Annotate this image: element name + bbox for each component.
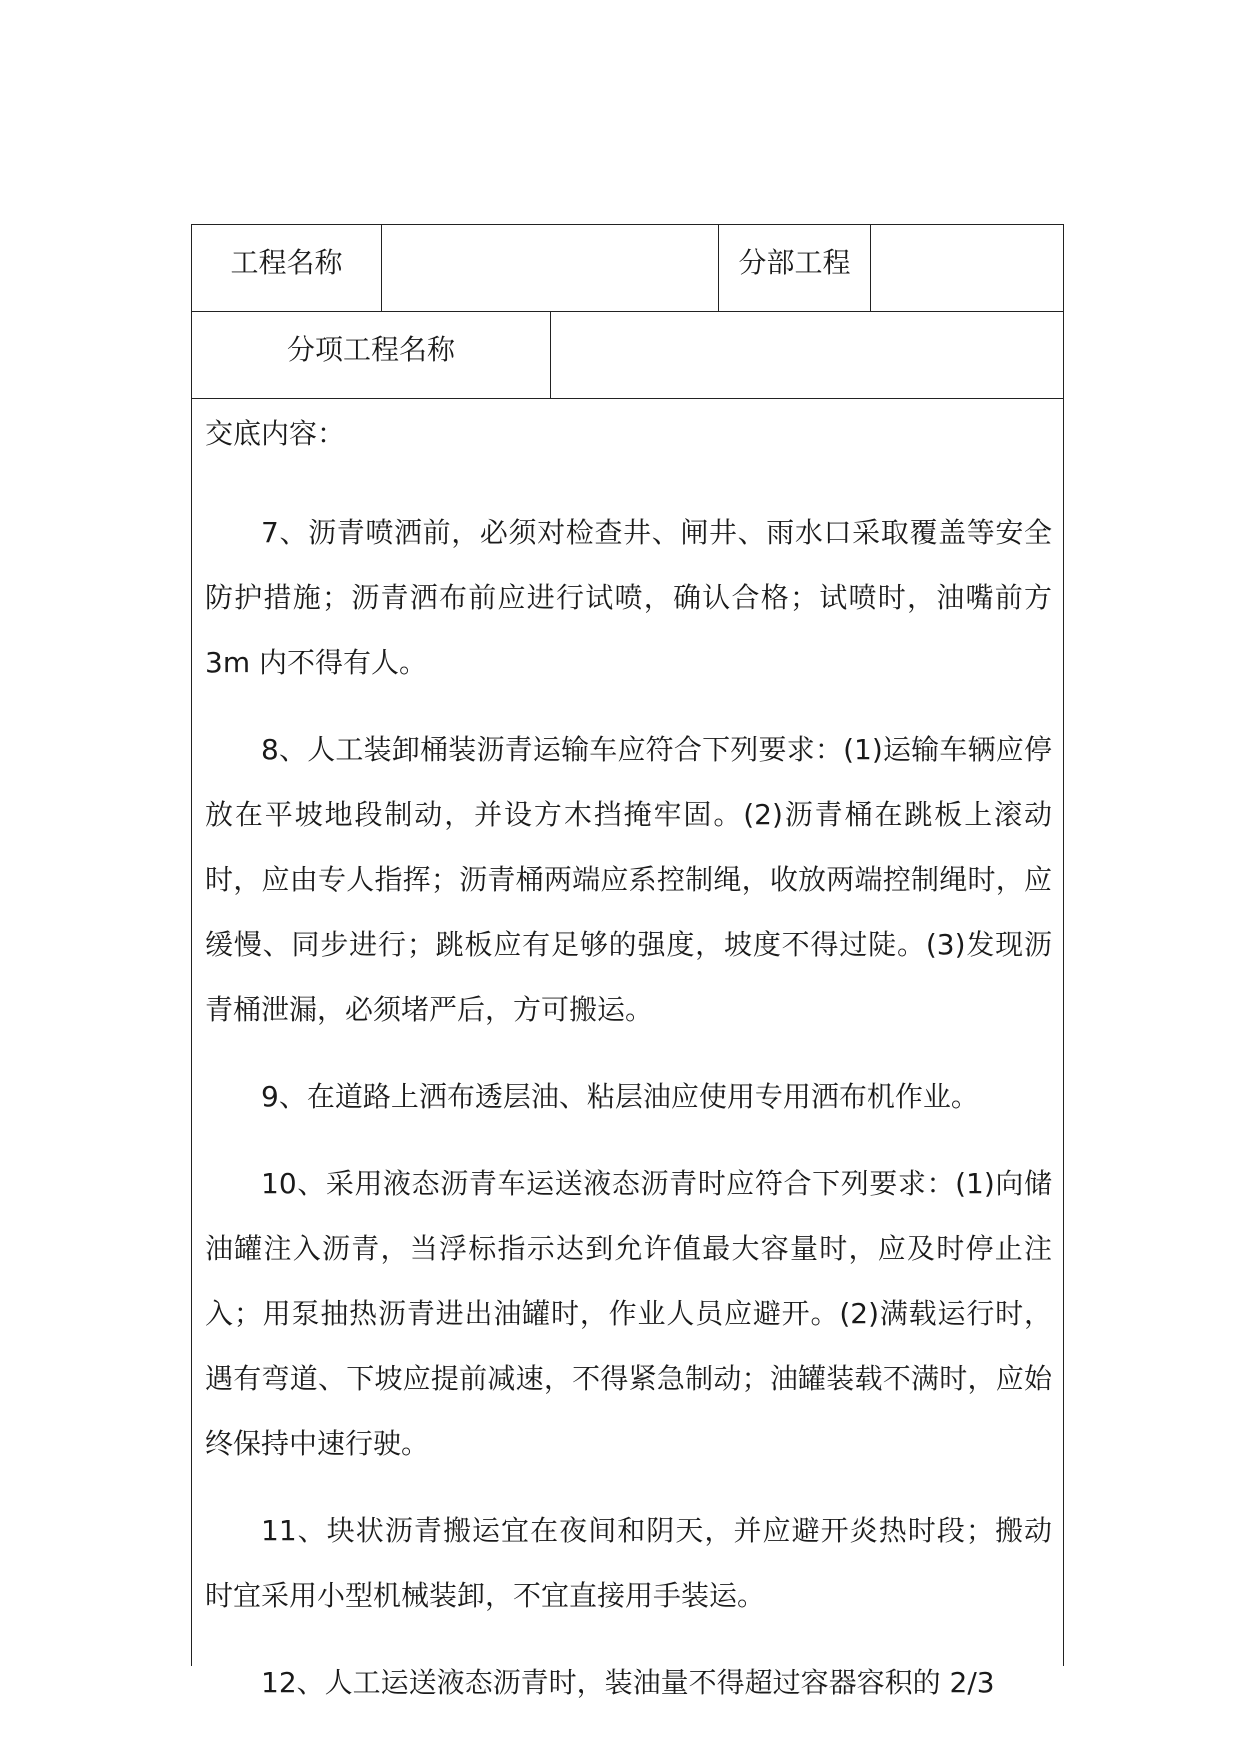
project-name-value-cell[interactable] <box>382 225 719 311</box>
subproject-value-cell[interactable] <box>551 312 1063 398</box>
paragraph-item: 7、沥青喷洒前，必须对检查井、闸井、雨水口采取覆盖等安全防护措施；沥青洒布前应进行试喷，确认合格；试喷时，油嘴前方 3m 内不得有人。 <box>205 516 1052 679</box>
subproject-label: 分项工程名称 <box>286 333 455 366</box>
division-value-cell[interactable] <box>871 225 1063 311</box>
division-label-cell <box>719 225 871 311</box>
subproject-label-cell <box>192 312 551 398</box>
division-label: 分部工程 <box>738 246 851 279</box>
briefing-content-cell <box>191 398 1064 1699</box>
paragraph-item: 8、人工装卸桶装沥青运输车应符合下列要求：(1)运输车辆应停放在平坡地段制动，并设方木挡掩牢固。(2)沥青桶在跳板上滚动时，应由专人指挥；沥青桶两端应系控制绳，收放两端控制绳时，应缓慢、同步进行；跳板应有足够的强度，坡度不得过陡。(3)发现沥青桶泄漏，必须堵严后，方可搬运。 <box>205 733 1052 1026</box>
project-name-label: 工程名称 <box>230 246 343 279</box>
paragraph-item: 10、采用液态沥青车运送液态沥青时应符合下列要求：(1)向储油罐注入沥青，当浮标指示达到允许值最大容量时，应及时停止注入；用泵抽热沥青进出油罐时，作业人员应避开。(2)满载运行时，遇有弯道、下坡应提前减速，不得紧急制动；油罐装载不满时，应始终保持中速行驶。 <box>205 1167 1052 1460</box>
project-name-label-cell <box>192 225 382 311</box>
paragraph-item: 9、在道路上洒布透层油、粘层油应使用专用洒布机作业。 <box>261 1080 979 1113</box>
paragraph-item: 11、块状沥青搬运宜在夜间和阴天，并应避开炎热时段；搬动时宜采用小型机械装卸，不宜直接用手装运。 <box>205 1514 1052 1612</box>
header-row-1 <box>192 225 1063 312</box>
briefing-form-header <box>191 224 1064 399</box>
header-row-2 <box>192 312 1063 399</box>
content-paragraphs <box>205 500 1052 1737</box>
paragraph-item: 12、人工运送液态沥青时，装油量不得超过容器容积的 2/3 <box>261 1666 995 1699</box>
content-heading: 交底内容： <box>205 417 346 450</box>
